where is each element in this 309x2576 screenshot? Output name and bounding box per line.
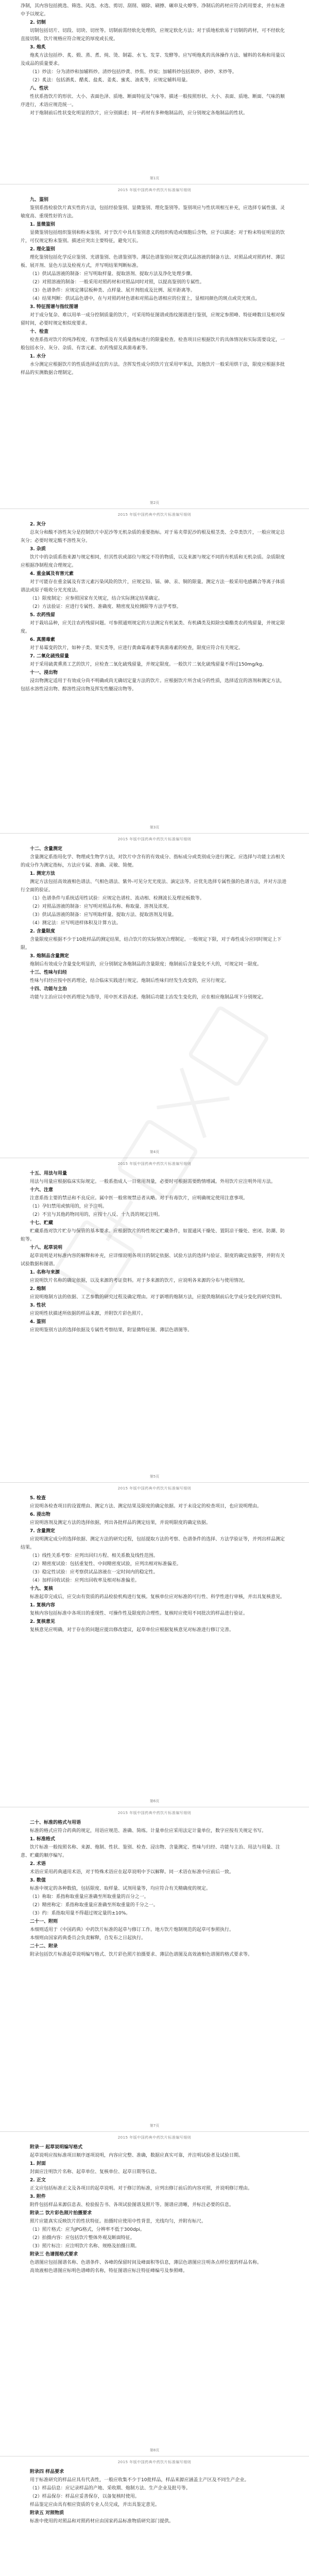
- section-heading: 二十一、附则: [30, 1919, 58, 1924]
- page-body: [21, 2468, 288, 2576]
- paragraph: 起草说明应按标准项目顺序逐项说明，内容应完整、准确，数据应真实可靠，并注明试验者及试验日期。: [30, 2153, 244, 2158]
- section-heading: 3. 附件: [30, 2194, 46, 2199]
- document-page: [0, 834, 309, 1158]
- list-item: （1）限度制定：应参照国家有关规定，结合实际测定结果确定。: [30, 596, 163, 601]
- section-heading: 附录二 饮片彩色照片拍摄要求: [30, 2211, 92, 2216]
- page-header: 2015 年版中国药典中药饮片标准编写细则: [117, 188, 192, 192]
- section-heading: 7. 含量测定: [30, 1529, 55, 1534]
- page-header: 2015 年版中国药典中药饮片标准编写细则: [117, 1486, 192, 1490]
- list-item: （1）线性关系考察：应列出回归方程、相关系数及线性范围。: [30, 1553, 158, 1558]
- list-item: （1）色谱条件与系统适用性试验：应规定色谱柱、流动相、检测波长及理论板数等。: [30, 896, 204, 901]
- section-heading: 2. 含量限度: [30, 929, 55, 934]
- section-heading: 1. 测定方法: [30, 871, 55, 876]
- section-heading: 十九、复核: [30, 1586, 54, 1591]
- section-heading: 二十、标准的格式与用语: [30, 1820, 81, 1825]
- page-body: [21, 1819, 288, 2118]
- document-page: [0, 2132, 309, 2456]
- section-heading: 3. 炮炙: [30, 45, 46, 50]
- section-heading: 1. 名称与来源: [30, 1270, 60, 1275]
- page-number: 第2页: [149, 501, 160, 505]
- paragraph: 对于栽培品种，应关注农药残留问题。可参照通则规定的方法测定有机氯类、有机磷类及拟除虫菊酯类农药残留量，并规定限度。: [21, 621, 285, 634]
- page-body: [21, 2143, 288, 2443]
- paragraph: 含量限度应根据不少于10批样品的测定结果，结合饮片的实际情况合理制定。一般规定下限，对于毒性成分应同时规定上下限。: [21, 937, 282, 951]
- paragraph: 功能与主治应以中医药理论为指导，用中医术语表述。炮制后功能主治发生变化的，应在相应炮制品项下分别规定。: [30, 995, 267, 1000]
- paragraph: 应说明炮制方法的依据、工艺参数的研究过程及确定理由。对于新增的炮制方法，应提供炮制前后化学成分变化的研究资料。: [30, 1295, 285, 1300]
- page-body: [21, 196, 288, 495]
- section-heading: 3. 特征图谱与指纹图谱: [30, 304, 78, 310]
- paragraph: 标准起草完成后，应交由有资质的药品检验机构进行复核。复核单位应对标准的可行性、科学性进行审核，并出具复核意见。: [30, 1595, 285, 1600]
- section-heading: 十七、贮藏: [30, 1221, 54, 1226]
- paragraph: 理化鉴别包括化学反应鉴别、光谱鉴别、色谱鉴别等。薄层色谱鉴别应规定供试品溶液的制备方法、对照品或对照药材、薄层板、展开剂、显色方法及检视方式，并写明结果判断标准。: [21, 255, 285, 268]
- list-item: （1）供试品溶液的制备：应写明取样量、提取溶剂、提取方法及净化处理步骤。: [30, 272, 195, 277]
- section-heading: 6. 真菌毒素: [30, 637, 55, 642]
- section-heading: 1. 水分: [30, 354, 46, 359]
- document-page: [0, 1483, 309, 1807]
- paragraph: 术语应采用药典通用术语，对于特殊术语应在起草说明中予以解释。同一术语在标准中应前后一致。: [30, 1870, 234, 1875]
- paragraph: 附件包括样品来源信息表、检验报告书、各项试验图谱及照片等。图谱应清晰，并标注必要的信息。: [30, 2202, 234, 2208]
- list-item: （2）精密度试验：包括重复性、中间精密度试验，应列出相对标准偏差。: [30, 1562, 181, 1567]
- section-heading: 3. 杂质: [30, 547, 46, 552]
- list-item: （2）样品保存：样品应妥善保存，以备复核时使用。: [30, 2494, 140, 2499]
- page-header: 2015 年版中国药典中药饮片标准编写细则: [117, 513, 192, 517]
- paragraph: 测定方法包括高效液相色谱法、气相色谱法、紫外-可见分光光度法、滴定法等。应优先选择专属性强的色谱方法，并对方法进行全面的验证。: [21, 879, 287, 893]
- section-heading: 十一、浸出物: [30, 670, 58, 675]
- section-heading: 1. 标准格式: [30, 1837, 55, 1842]
- list-item: （3）供试品溶液的制备：应写明取样量、提取方法、提取溶剂及用量。: [30, 912, 177, 918]
- section-heading: 十二、含量测定: [30, 846, 63, 852]
- page-body: [21, 1170, 288, 1469]
- paragraph: 贮藏系指对饮片贮存与保管的基本要求。应根据饮片的特性规定贮藏条件，如置通风干燥处、置阴凉干燥处、密闭、防潮、防蛀等。: [21, 1229, 285, 1242]
- paragraph: 对于可能存在重金属及有害元素污染风险的饮片，应规定铅、镉、砷、汞、铜的限量。测定方法一般采用电感耦合等离子体质谱法或原子吸收分光光度法。: [21, 580, 285, 593]
- list-item: （2）对照品溶液的制备：应写明对照品名称、称取量、溶剂及浓度。: [30, 904, 172, 909]
- paragraph: 对于易霉变的饮片，如种子类、果实类等，应进行黄曲霉毒素等真菌毒素的检查，限度应符合有关规定。: [30, 646, 244, 651]
- section-heading: 2. 复核意见: [30, 1619, 55, 1624]
- paragraph: 正文应包括标准正文及各项目的起草说明。对于修订的标准，应列出修订前后的内容对照，并说明修订理由。: [30, 2186, 253, 2191]
- paragraph: 标准中使用的对照品和对照药材应由国家药品标准物质研究部门提供。: [30, 2519, 174, 2524]
- list-item: （1）称取：系指称取重量应准确至所取重量的百分之一。: [30, 1894, 149, 1900]
- section-heading: 7. 二氧化硫残留量: [30, 654, 69, 659]
- paragraph: 总灰分和酸不溶性灰分是控制饮片中泥沙等无机杂质的重要指标。对于易夹带泥沙的根及根茎类、全草类饮片，一般应规定总灰分；必要时规定酸不溶性灰分。: [21, 530, 285, 544]
- paragraph: 饮片中的杂质系指来源与规定相同，但其性状或部位与规定不符的物质，以及来源与规定不同的有机质和无机杂质。杂质限度应根据净制程度合理规定。: [21, 555, 285, 568]
- paragraph: 应说明鉴别方法的选择依据及专属性考察结果，附显微特征图、薄层色谱图等。: [30, 1328, 193, 1333]
- list-item: （3）约：系指取用量不得超过规定量的±10%。: [30, 1911, 131, 1916]
- section-heading: 3. 性状: [30, 1303, 46, 1308]
- page-header: 2015 年版中国药典中药饮片标准编写细则: [117, 2460, 192, 2464]
- page-header: 2015 年版中国药典中药饮片标准编写细则: [117, 837, 192, 841]
- list-item: （3）稳定性试验：应考察供试品溶液在一定时间内的稳定性。: [30, 1570, 158, 1575]
- paragraph: 切制包括切片、切段、切块、切丝等。切制前需经软化处理的，应规定软化方法；对于质地松软易于切制的药材，可不经软化直接切制。饮片规格应符合规定的厚度或长度。: [21, 28, 285, 42]
- paragraph: 炮炙方法包括炒、炙、煅、蒸、煮、炖、烫、制霜、水飞、发芽、发酵等。应写明炮炙的具体操作方法、辅料的名称和用量以及成品的质量要求。: [21, 53, 285, 66]
- section-heading: 十五、用法与用量: [30, 1171, 67, 1176]
- paragraph: 标准的格式应符合药典的规定，用语应规范、准确、简练。计量单位应采用法定计量单位，数字应按有关规定书写。: [30, 1828, 267, 1834]
- section-heading: 十、检查: [30, 329, 49, 334]
- section-heading: 十六、注意: [30, 1188, 54, 1193]
- section-heading: 2. 灰分: [30, 522, 46, 527]
- list-item: （2）对照溶液的制备：一般采用对照药材和对照品同时对照，以提高鉴别的专属性。: [30, 280, 204, 285]
- paragraph: 炮制后有效成分含量变化明显的，应分别制定各炮制品的含量限度；炮制前后含量变化不大的，可规定同一限度。: [30, 962, 262, 967]
- section-heading: 1. 复核内容: [30, 1603, 55, 1608]
- paragraph: 对于采用硫黄熏蒸工艺的饮片，应检查二氧化硫残留量，并规定限度。一般饮片二氧化硫残留量不得过150mg/kg。: [30, 662, 267, 667]
- paragraph: 复核意见应明确，对于存在的问题应提出修改建议，起草单位应根据复核意见对标准进行修订完善。: [30, 1628, 234, 1633]
- paragraph: 应说明各检查项目的设置理由、测定方法、测定结果及限度的确定依据。对于未设定的检查项目，也应说明理由。: [30, 1504, 262, 1509]
- list-item: （4）结果判断：供试品色谱中，在与对照药材色谱和对照品色谱相应的位置上，显相同颜色的斑点或荧光斑点。: [30, 296, 260, 301]
- paragraph: 对于成分复杂、难以用单一成分控制质量的饮片，可采用特征图谱或指纹图谱进行鉴别，应规定参照峰、特征峰数目及相对保留时间，必要时规定相似度要求。: [21, 313, 285, 326]
- paragraph: 净制，其内容包括挑选、筛选、风选、水选、剪切、刮削、剔除、刷擦、碾串及火燎等。净制后的药材应符合药用要求，并在标准中予以规定。: [21, 4, 285, 17]
- paragraph: 性味与归经应按中医药理论，结合临床实践进行规定。炮制后性味归经发生改变的，应另行规定。: [30, 978, 230, 984]
- page-number: 第8页: [149, 2448, 160, 2452]
- list-item: （1）炒法：分为清炒和加辅料炒。清炒包括炒黄、炒焦、炒炭；加辅料炒包括麸炒、砂炒、米炒等。: [30, 70, 237, 75]
- section-heading: 十八、起草说明: [30, 1245, 63, 1250]
- section-heading: 附录五 对照物质: [30, 2511, 64, 2516]
- section-heading: 二十二、附录: [30, 1944, 58, 1949]
- paragraph: 封面应注明饮片名称、起草单位、复核单位、起草日期等信息。: [30, 2170, 160, 2175]
- section-heading: 2. 切制: [30, 20, 46, 25]
- section-heading: 八、性状: [30, 86, 49, 91]
- list-item: （3）色谱条件：应规定薄层板种类、点样量、展开剂组成及比例、展开距离等。: [30, 288, 195, 293]
- paragraph: 检查系指对饮片的纯净程度、有害物质及有关质量指标进行的限量检查。检查项目应根据饮片的具体情况和实际需要设定，一般包括水分、灰分、杂质、有害元素、农药残留及真菌毒素等。: [21, 337, 285, 351]
- section-heading: 4. 鉴别: [30, 1319, 46, 1325]
- page-header: 2015 年版中国药典中药饮片标准编写细则: [117, 2136, 192, 2140]
- paragraph: 照片应能真实反映饮片的性状特征。拍摄时应使用中性背景，光线均匀，并附有标尺。: [30, 2219, 207, 2224]
- list-item: （2）精密称定：系指称取重量应准确至所取重量的千分之一。: [30, 1903, 158, 1908]
- page-body: [21, 845, 288, 1144]
- section-heading: 附录四 样品要求: [30, 2469, 64, 2475]
- section-heading: 附录三 色谱图格式要求: [30, 2252, 78, 2257]
- document-page: [0, 2456, 309, 2576]
- paragraph: 显微鉴别包括组织鉴别和粉末鉴别。对于饮片中具有鉴别意义的组织构造或细胞后含物，应予以描述；对于粉末特征明显的饮片，可仅规定粉末鉴别。描述应突出主要特征，避免冗长。: [21, 230, 285, 244]
- section-heading: 2. 术语: [30, 1861, 46, 1867]
- list-item: （2）拍摄内容：应包括饮片整体外观及断面特征。: [30, 2235, 135, 2241]
- list-item: （2）方法验证：应进行专属性、准确度、精密度及检测限等方法学考察。: [30, 604, 181, 609]
- paragraph: 起草说明是对标准内容的解释和补充，应详细说明各项目的制定依据、试验方法的选择与验证、限度的确定依据等，并附有关试验数据和图谱。: [21, 1253, 285, 1267]
- paragraph: 应说明饮片名称的确定依据，以及来源的考证资料。对于多来源的饮片，应说明各来源的分布与使用情况。: [30, 1278, 248, 1283]
- document-page: [0, 0, 309, 184]
- paragraph: 本细则由国家药典委员会负责解释，自发布之日起执行。: [30, 1936, 146, 1941]
- section-heading: 6. 浸出物: [30, 1512, 50, 1517]
- paragraph: 浸出物测定适用于有效成分尚不明确或尚无确切定量方法的饮片。应根据饮片所含成分的性质，选择适宜的溶剂和测定方法，包括水溶性浸出物、醇溶性浸出物及挥发性醚浸出物等。: [21, 679, 285, 692]
- list-item: （4）测定法：应写明进样体积及计算方法。: [30, 921, 121, 926]
- page-header: 2015 年版中国药典中药饮片标准编写细则: [117, 1162, 192, 1166]
- page-body: [21, 1494, 288, 1793]
- paragraph: 附录包括饮片标准起草说明编写格式、饮片彩色照片拍摄要求、薄层色谱图及高效液相色谱图的格式要求等。: [30, 1952, 253, 1957]
- section-heading: 2. 理化鉴别: [30, 247, 55, 252]
- paragraph: 性状系指饮片的形状、大小、表面色泽、质地、断面特征及气味等。描述一般按照形状、大小、表面、质地、断面、气味的顺序进行，术语应规范统一。: [21, 94, 285, 108]
- list-item: （4）加样回收试验：应列出回收率及相对标准偏差。: [30, 1578, 140, 1583]
- list-item: （1）照片格式：应为JPG格式，分辨率不低于300dpi。: [30, 2227, 145, 2232]
- paragraph: 复核内容包括标准中各项目的重现性、可操作性及限度的合理性。复核时应使用不同批次的样品进行验证。: [30, 1611, 248, 1616]
- section-heading: 5. 农药残留: [30, 613, 55, 618]
- paragraph: 本细则适用于《中国药典》中药饮片标准的起草与修订工作。地方饮片炮制规范的起草可参照执行。: [30, 1927, 234, 1933]
- list-item: （3）照片标注：应注明饮片名称、规格及拍摄日期。: [30, 2244, 140, 2249]
- page-body: [21, 2, 288, 171]
- section-heading: 1. 显微鉴别: [30, 222, 55, 227]
- page-number: 第6页: [149, 1799, 160, 1803]
- paragraph: 用法与用量应根据临床实际规定。一般系指成人一日常用剂量，必要时可根据需要酌情增减。外用饮片应注明外用方法。: [30, 1179, 276, 1184]
- section-heading: 2. 正文: [30, 2178, 46, 2183]
- paragraph: 标准中规定的各种数值，包括限度、取样量、试剂用量等，均应符合有关精确度的规定。: [30, 1886, 211, 1891]
- document-page: [0, 184, 309, 509]
- paragraph: 饮片标准一般按照名称、来源、炮制、性状、鉴别、检查、浸出物、含量测定、性味与归经、功能与主治、用法与用量、注意、贮藏的顺序编写。: [21, 1845, 281, 1858]
- page-header: 2015 年版中国药典中药饮片标准编写细则: [117, 1811, 192, 1815]
- paragraph: 对于炮制前后性状变化明显的饮片，应分别描述；同一药材有多种炮制品的，应分别规定各炮制品的性状。: [30, 111, 248, 116]
- page-number: 第3页: [149, 825, 160, 829]
- paragraph: 高效液相色谱图应标明色谱峰的名称，特征图谱应标注特征峰编号及参照峰。: [30, 2268, 188, 2274]
- document-page: [0, 1158, 309, 1483]
- section-heading: 2. 炮制: [30, 1286, 46, 1292]
- page-number: 第5页: [149, 1475, 160, 1479]
- list-item: （2）炙法：包括酒炙、醋炙、盐炙、姜炙、蜜炙、油炙等，应规定辅料用量。: [30, 78, 191, 83]
- paragraph: 含量测定系指用化学、物理或生物学方法，对饮片中含有的有效成分、指标成分或类别成分进行测定。应选择与功能主治相关的成分作为测定指标，方法应专属、准确、灵敏、简便。: [21, 855, 285, 868]
- section-heading: 3. 数值: [30, 1878, 46, 1883]
- paragraph: 水分测定应根据饮片的性质选择适宜的方法。含挥发性成分的饮片宜采用甲苯法，其他饮片一般采用烘干法，限度应根据多批样品的实测数据合理制定。: [21, 362, 285, 376]
- page-body: [21, 520, 288, 820]
- paragraph: 注意系指主要的禁忌和不良反应。属中医一般常规禁忌者从略。对于有毒饮片，应明确规定使用注意事项。: [30, 1196, 248, 1201]
- document-page: [0, 1807, 309, 2132]
- page-number: 第7页: [149, 2124, 160, 2128]
- paragraph: 色谱图应包括图谱名称、色谱条件、各峰的保留时间及峰面积等信息，薄层色谱图应注明各点样位置的样品名称。: [30, 2260, 262, 2265]
- section-heading: 4. 重金属及有害元素: [30, 571, 74, 577]
- section-heading: 5. 检查: [30, 1496, 46, 1501]
- paragraph: 样品鉴定应由具有相应资质的专业人员完成，并出具鉴定意见。: [30, 2502, 160, 2507]
- paragraph: 应说明测定成分的选择依据、测定方法的研究过程，包括提取方法的考察、色谱条件的选择、方法学验证等，并列出样品测定结果。: [21, 1537, 285, 1550]
- section-heading: 3. 炮制品含量测定: [30, 954, 69, 959]
- section-heading: 九、鉴别: [30, 197, 49, 202]
- section-heading: 十三、性味与归经: [30, 970, 67, 975]
- paragraph: 应说明性状描述所依据的样品来源，并附饮片彩色照片。: [30, 1311, 146, 1316]
- section-heading: 1. 封面: [30, 2161, 46, 2166]
- section-heading: 十四、功能与主治: [30, 987, 67, 992]
- paragraph: 鉴别系指检验饮片真实性的方法，包括经验鉴别、显微鉴别、理化鉴别等。鉴别项应与性状项相互补充，应选择专属性强、灵敏度高、重现性好的方法。: [21, 206, 285, 219]
- document-page: [0, 509, 309, 834]
- list-item: （2）不宜与其他药物同用的，应按十八反、十九畏的规定注明。: [30, 1212, 163, 1217]
- page-number: 第1页: [149, 176, 160, 180]
- section-heading: 附录一 起草说明编写格式: [30, 2145, 83, 2150]
- page-number: 第4页: [149, 1150, 160, 1154]
- paragraph: 用于标准研究的样品应具有代表性，一般应收集不少于10批样品，样品来源应涵盖主产区及不同生产企业。: [30, 2478, 249, 2483]
- paragraph: 应说明溶剂及测定方法的选择依据，列出各批样品的测定结果，并说明限度的确定依据。: [30, 1520, 211, 1526]
- list-item: （1）样品信息：应记录样品的产地、采收期、炮制方法、生产企业及批号等。: [30, 2486, 191, 2491]
- list-item: （1）孕妇禁用或慎用的，应予注明。: [30, 1204, 107, 1209]
